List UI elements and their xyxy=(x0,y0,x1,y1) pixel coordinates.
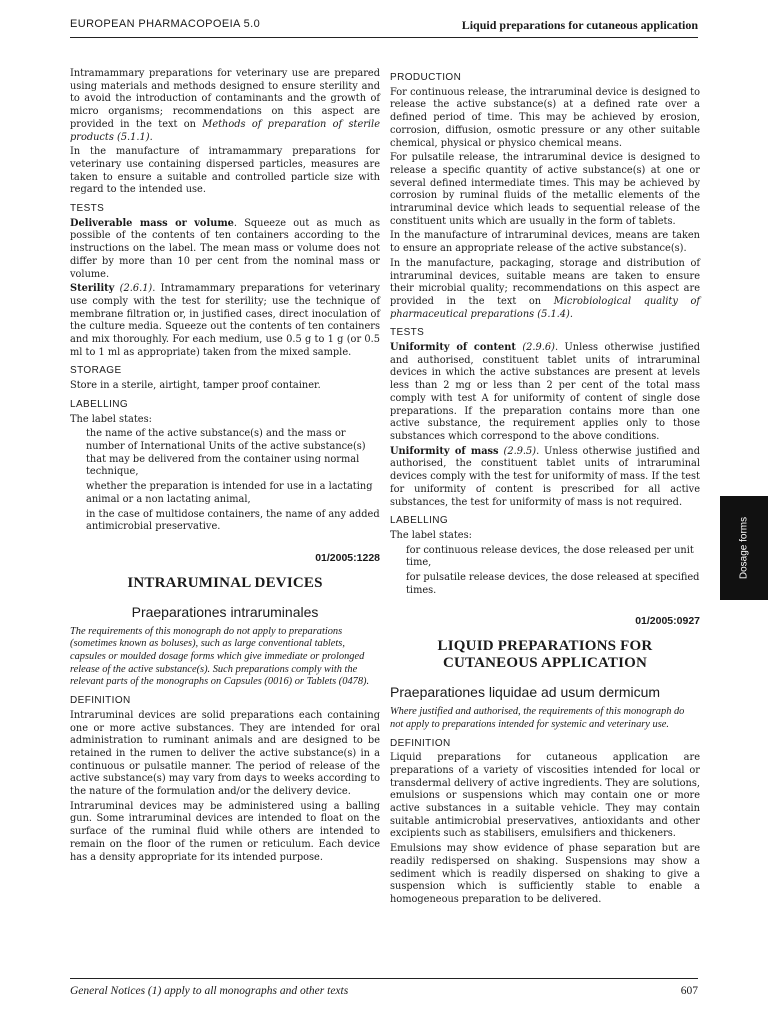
storage-text: Store in a sterile, airtight, tamper proof container. xyxy=(70,380,321,392)
left-column xyxy=(70,68,380,866)
cross-reference: Methods of preparation of sterile products (5.1.1) xyxy=(70,118,380,143)
production-para-2: For pulsatile release, the intraruminal device is designed to release a specific quantity of active substance(s) at one or several defined intermediate times. This may be achieved by corrosion by ruminal fluids of the metallic elements of the intraruminal device which leads to sequential release of the constituent units which are usually in the form of tablets. xyxy=(390,152,700,227)
page-number: 607 xyxy=(680,985,698,997)
label-list xyxy=(390,545,700,598)
monograph-reference-number: 01/2005:0927 xyxy=(635,615,700,628)
side-tab xyxy=(720,496,768,600)
label-states: The label states: xyxy=(70,413,152,425)
right-column xyxy=(390,68,700,909)
tests-heading: TESTS xyxy=(70,203,105,215)
monograph-latin-title: Praeparationes intraruminales xyxy=(131,603,319,620)
production-heading: PRODUCTION xyxy=(390,72,462,83)
label-states: The label states: xyxy=(390,529,472,541)
list-item: in the case of multidose containers, the name of any added antimicrobial preservative. xyxy=(86,508,380,533)
left-para-1: Intramammary preparations for veterinary use are prepared using materials and methods designed to ensure sterility and to avoid the introduction of contaminants and the growth of micro organisms; recommendations on this aspect are provided in the text on Methods of preparation of sterile products (5.1.1). xyxy=(70,68,380,143)
monograph-intro: Where justified and authorised, the requirements of this monograph do not apply to preparations intended for systemic and veterinary use. xyxy=(390,706,685,730)
monograph-title: LIQUID PREPARATIONS FOR CUTANEOUS APPLICATION xyxy=(437,638,653,672)
page-header-right: Liquid preparations for cutaneous application xyxy=(461,18,698,32)
left-para-2: In the manufacture of intramammary preparations for veterinary use containing dispersed particles, measures are taken to ensure a suitable and controlled particle size with regard to the intended use. xyxy=(70,146,380,196)
cross-reference: Microbiological quality of pharmaceutical preparations (5.1.4) xyxy=(390,295,700,320)
uniformity-of-mass-test: Uniformity of mass (2.9.5). Unless otherwise justified and authorised, the constituent tablet units of intraruminal devices comply with the test for uniformity of mass. If the test for uniformity of content is prescribed for all active substances, the test for uniformity of mass is not required. xyxy=(390,445,700,508)
monograph-intro: The requirements of this monograph do not apply to preparations (sometimes known as boluses), such as large conventional tablets, capsules or moulded dosage forms which give immediate or prolonged release of the active substance(s). Such preparations comply with the relevant parts of the monographs on Capsules (0016) or Tablets (0478). xyxy=(70,625,370,688)
list-item: for continuous release devices, the dose released per unit time, xyxy=(406,544,694,569)
definition-para-1: Liquid preparations for cutaneous application are preparations of a variety of viscosities intended for local or transdermal delivery of active ingredients. They are solutions, emulsions or suspensions which may contain one or more active substances in a suitable vehicle. They may contain suitable antimicrobial preservatives, antioxidants and other excipients such as stabilisers, emulsifiers and thickeners. xyxy=(390,752,700,840)
definition-para-1: Intraruminal devices are solid preparations each containing one or more active substances. They are intended for oral administration to ruminant animals and are designed to be retained in the rumen to deliver the active substance(s) in a continuous or pulsatile manner. The period of release of the active substance(s) may vary from days to weeks according to the nature of the formulation and/or the delivery device. xyxy=(70,709,380,798)
storage-heading: STORAGE xyxy=(70,365,122,377)
list-item: whether the preparation is intended for use in a lactating animal or a non lactating animal, xyxy=(86,481,373,505)
label-list xyxy=(70,428,380,534)
sterility-test: Sterility (2.6.1). Intramammary preparations for veterinary use comply with the test for sterility; use the technique of membrane filtration or, in justified cases, direct inoculation of the culture media. Squeeze out the contents of ten containers and mix thoroughly. For each medium, use 0.5 g to 1 g (or 0.5 ml to 1 ml as appropriate) taken from the mixed sample. xyxy=(70,283,380,358)
production-para-4: In the manufacture, packaging, storage and distribution of intraruminal devices, suitable means are taken to ensure their microbial quality; recommendations on this aspect are provided in the text on Microbiological quality of pharmaceutical preparations (5.1.4). xyxy=(390,257,700,320)
page-header-left: EUROPEAN PHARMACOPOEIA 5.0 xyxy=(70,18,261,30)
monograph-title: INTRARUMINAL DEVICES xyxy=(127,574,323,591)
monograph-latin-title: Praeparationes liquidae ad usum dermicum xyxy=(390,684,661,701)
definition-heading: DEFINITION xyxy=(70,695,131,707)
definition-para-2: Intraruminal devices may be administered using a balling gun. Some intraruminal devices are intended to float on the surface of the ruminal fluid while others are intended to remain on the floor of the rumen or reticulum. Each device has a density appropriate for its intended purpose. xyxy=(70,800,380,863)
production-para-1: For continuous release, the intraruminal device is designed to release the active substance(s) at a defined rate over a defined period of time. This may be achieved by erosion, corrosion, diffusion, osmotic pressure or any other suitable chemical, physical or physico chemical means. xyxy=(390,86,700,149)
monograph-reference-number: 01/2005:1228 xyxy=(315,551,380,564)
deliverable-mass-test: Deliverable mass or volume. Squeeze out as much as possible of the contents of ten containers according to the instructions on the label. The mean mass or volume does not differ by more than 10 per cent from the nominal mass or volume. xyxy=(70,217,380,280)
list-item: for pulsatile release devices, the dose released at specified times. xyxy=(406,572,700,596)
side-tab-label: Dosage forms xyxy=(738,516,750,580)
footer-rule xyxy=(70,978,698,979)
list-item: the name of the active substance(s) and the mass or number of International Units of the active substance(s) that may be delivered from the container using normal technique, xyxy=(86,428,366,478)
header-rule xyxy=(70,37,698,38)
footer-note: General Notices (1) apply to all monographs and other texts xyxy=(70,985,349,997)
uniformity-of-content-test: Uniformity of content (2.9.6). Unless otherwise justified and authorised, constituent tablet units of intraruminal devices in which the active substances are present at levels less than 2 mg or less than 2 per cent of the total mass comply with test A for uniformity of content of single dose preparations. If the preparation contains more than one active substance, the requirement applies only to those substances which correspond to the above conditions. xyxy=(390,342,700,442)
labelling-heading: LABELLING xyxy=(70,398,129,410)
definition-heading: DEFINITION xyxy=(390,737,451,749)
production-para-3: In the manufacture of intraruminal devices, means are taken to ensure an appropriate release of the active substance(s). xyxy=(390,230,700,255)
definition-para-2: Emulsions may show evidence of phase separation but are readily redispersed on shaking. Suspensions may show a sediment which is readily dispersed on shaking to give a suspension which is sufficiently stable to enable a homogeneous preparation to be delivered. xyxy=(390,843,700,905)
labelling-heading: LABELLING xyxy=(390,515,449,527)
tests-heading: TESTS xyxy=(390,327,425,339)
